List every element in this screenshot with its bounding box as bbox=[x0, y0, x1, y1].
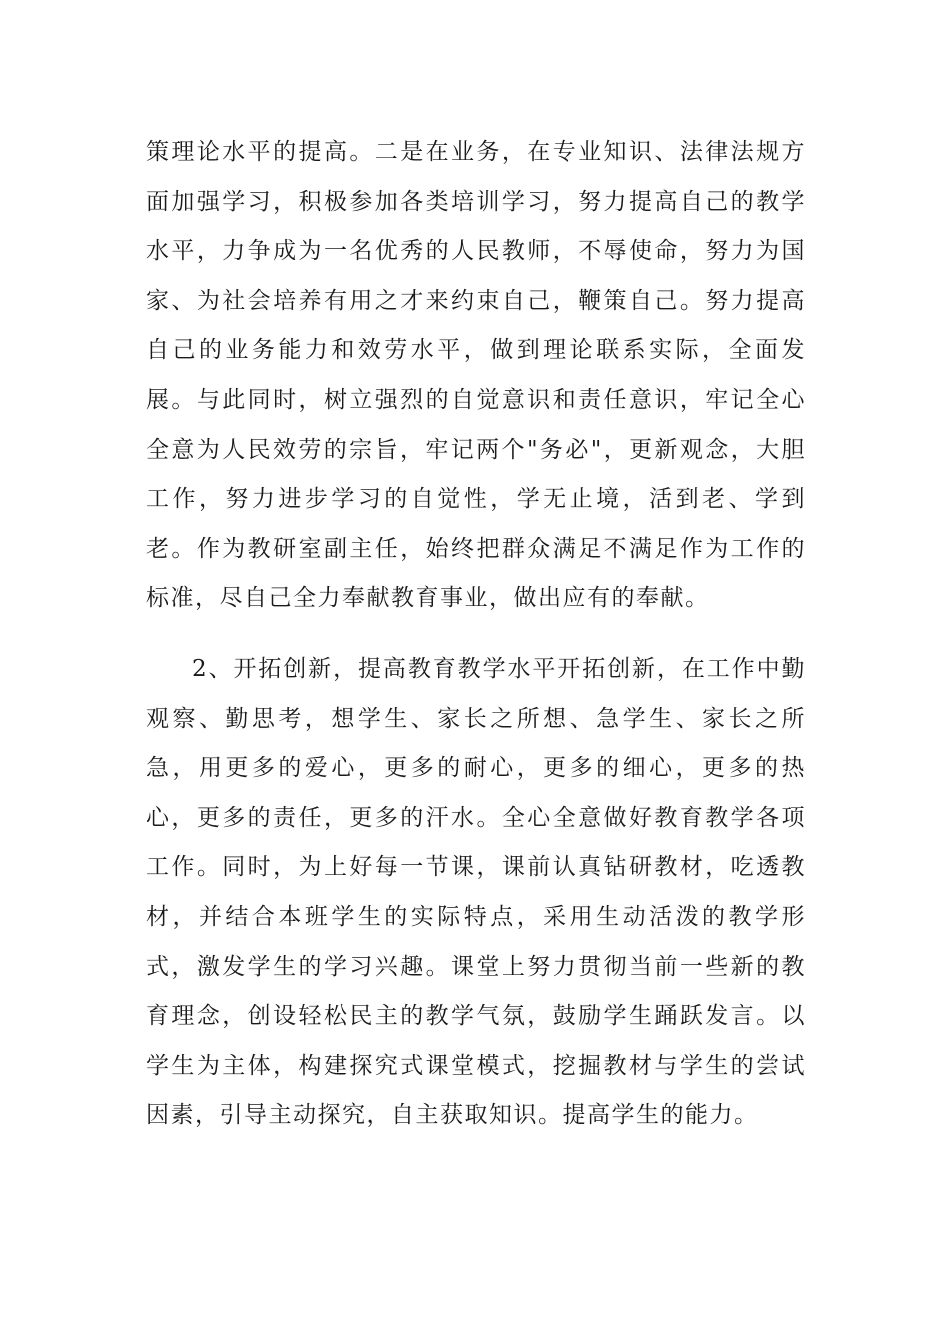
body-paragraph: 策理论水平的提高。二是在业务，在专业知识、法律法规方面加强学习，积极参加各类培训学习，努力提高自己的教学水平，力争成为一名优秀的人民教师，不辱使命，努力为国家、为社会培养有用之才来约束自己，鞭策自己。努力提高自己的业务能力和效劳水平，做到理论联系实际，全面发展。与此同时，树立强烈的自觉意识和责任意识，牢记全心全意为人民效劳的宗旨，牢记两个"务必"，更新观念，大胆工作，努力进步学习的自觉性，学无止境，活到老、学到老。作为教研室副主任，始终把群众满足不满足作为工作的标准，尽自己全力奉献教育事业，做出应有的奉献。 bbox=[146, 139, 806, 612]
paragraph-block-1 bbox=[146, 128, 806, 624]
paragraph-block-2 bbox=[146, 645, 806, 1141]
body-paragraph: 2、开拓创新，提高教育教学水平开拓创新，在工作中勤观察、勤思考，想学生、家长之所想、急学生、家长之所急，用更多的爱心，更多的耐心，更多的细心，更多的热心，更多的责任，更多的汗水。全心全意做好教育教学各项工作。同时，为上好每一节课，课前认真钻研教材，吃透教材，并结合本班学生的实际特点，采用生动活泼的教学形式，激发学生的学习兴趣。课堂上努力贯彻当前一些新的教育理念，创设轻松民主的教学气氛，鼓励学生踊跃发言。以学生为主体，构建探究式课堂模式，挖掘教材与学生的尝试因素，引导主动探究，自主获取知识。提高学生的能力。 bbox=[146, 656, 806, 1129]
